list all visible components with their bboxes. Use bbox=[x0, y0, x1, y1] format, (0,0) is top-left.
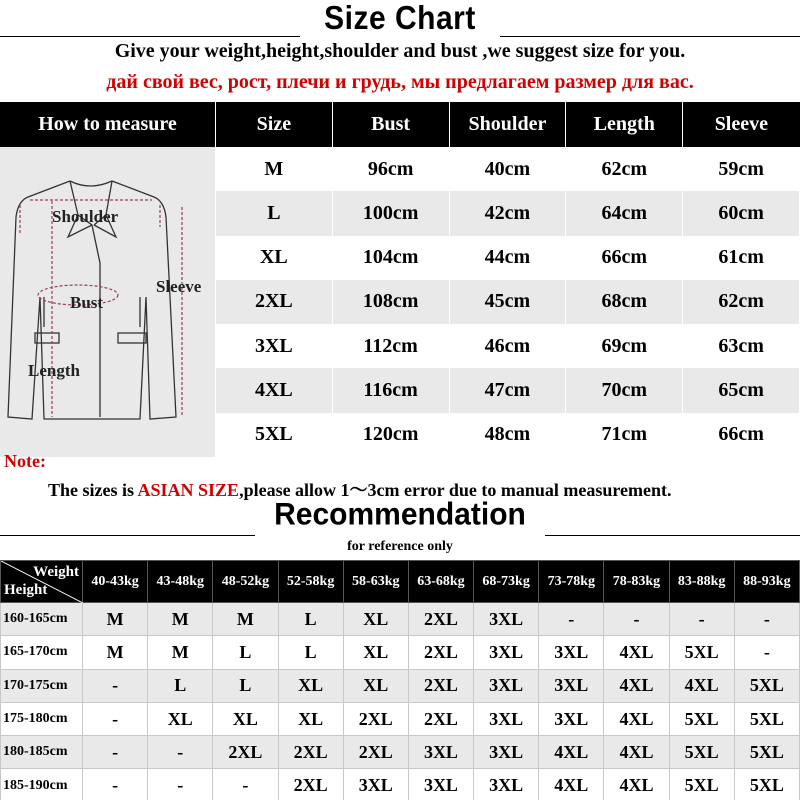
length-cell: 66cm bbox=[566, 236, 683, 280]
length-cell: 64cm bbox=[566, 191, 683, 235]
rec-size-cell: M bbox=[148, 636, 213, 669]
height-label: 160-165cm bbox=[1, 603, 83, 636]
rec-size-cell: 2XL bbox=[343, 736, 408, 769]
title-divider-right bbox=[500, 36, 800, 37]
shoulder-cell: 42cm bbox=[449, 191, 566, 235]
rec-size-cell: XL bbox=[343, 636, 408, 669]
weight-height-corner bbox=[1, 561, 83, 603]
sleeve-cell: 59cm bbox=[683, 147, 800, 191]
weight-header: 48-52kg bbox=[213, 561, 278, 603]
rec-size-cell: M bbox=[83, 603, 148, 636]
rec-size-cell: XL bbox=[278, 669, 343, 702]
corner-weight-label: Weight bbox=[33, 564, 79, 580]
diagram-bust-label: Bust bbox=[70, 293, 104, 312]
height-label: 175-180cm bbox=[1, 702, 83, 735]
rec-size-cell: L bbox=[213, 669, 278, 702]
diagram-sleeve-label: Sleeve bbox=[156, 277, 202, 296]
height-label: 165-170cm bbox=[1, 636, 83, 669]
rec-size-cell: XL bbox=[343, 603, 408, 636]
header-length: Length bbox=[566, 102, 683, 147]
rec-size-cell: 2XL bbox=[408, 702, 473, 735]
header-sleeve: Sleeve bbox=[683, 102, 800, 147]
height-label: 185-190cm bbox=[1, 769, 83, 800]
recommendation-table bbox=[0, 560, 800, 800]
weight-header: 68-73kg bbox=[474, 561, 539, 603]
rec-size-cell: 3XL bbox=[474, 603, 539, 636]
rec-size-cell: XL bbox=[148, 702, 213, 735]
sleeve-cell: 63cm bbox=[683, 324, 800, 368]
rec-size-cell: - bbox=[213, 769, 278, 800]
size-cell: 5XL bbox=[216, 413, 333, 457]
header-how-to-measure: How to measure bbox=[0, 102, 216, 147]
length-cell: 71cm bbox=[566, 413, 683, 457]
rec-size-cell: - bbox=[604, 603, 669, 636]
shoulder-cell: 40cm bbox=[449, 147, 566, 191]
rec-size-cell: 2XL bbox=[408, 669, 473, 702]
rec-size-cell: - bbox=[669, 603, 734, 636]
header-bust: Bust bbox=[332, 102, 449, 147]
reference-note: for reference only bbox=[347, 539, 453, 554]
rec-size-cell: 4XL bbox=[669, 669, 734, 702]
note-asian-size: ASIAN SIZE bbox=[137, 480, 240, 500]
rec-size-cell: 5XL bbox=[669, 702, 734, 735]
rec-size-cell: 4XL bbox=[604, 769, 669, 800]
rec-size-cell: - bbox=[83, 736, 148, 769]
diagram-shoulder-label: Shoulder bbox=[52, 207, 119, 226]
rec-size-cell: 5XL bbox=[669, 736, 734, 769]
rec-size-cell: M bbox=[83, 636, 148, 669]
sleeve-cell: 66cm bbox=[683, 413, 800, 457]
rec-size-cell: 5XL bbox=[734, 669, 799, 702]
subtitle-english: Give your weight,height,shoulder and bust ,we suggest size for you. bbox=[114, 40, 686, 62]
weight-header: 83-88kg bbox=[669, 561, 734, 603]
rec-size-cell: - bbox=[148, 769, 213, 800]
header-shoulder: Shoulder bbox=[449, 102, 566, 147]
rec-size-cell: - bbox=[83, 769, 148, 800]
rec-size-cell: M bbox=[213, 603, 278, 636]
rec-size-cell: XL bbox=[213, 702, 278, 735]
measure-diagram bbox=[0, 147, 216, 457]
rec-size-cell: 3XL bbox=[474, 669, 539, 702]
page-title: Size Chart bbox=[324, 0, 476, 37]
rec-size-cell: 3XL bbox=[408, 736, 473, 769]
size-cell: L bbox=[216, 191, 333, 235]
title-divider-left bbox=[0, 36, 300, 37]
rec-size-cell: 2XL bbox=[213, 736, 278, 769]
note-label: Note: bbox=[4, 451, 46, 471]
height-label: 180-185cm bbox=[1, 736, 83, 769]
size-cell: 4XL bbox=[216, 368, 333, 412]
weight-header: 73-78kg bbox=[539, 561, 604, 603]
bust-cell: 100cm bbox=[332, 191, 449, 235]
length-cell: 69cm bbox=[566, 324, 683, 368]
rec-size-cell: L bbox=[148, 669, 213, 702]
rec-size-cell: 2XL bbox=[278, 769, 343, 800]
diagram-length-label: Length bbox=[28, 361, 80, 380]
weight-header: 58-63kg bbox=[343, 561, 408, 603]
size-chart-table bbox=[0, 102, 800, 457]
rec-size-cell: 3XL bbox=[539, 702, 604, 735]
rec-size-cell: 3XL bbox=[474, 769, 539, 800]
bust-cell: 108cm bbox=[332, 280, 449, 324]
rec-size-cell: 2XL bbox=[278, 736, 343, 769]
rec-size-cell: - bbox=[539, 603, 604, 636]
sleeve-cell: 62cm bbox=[683, 280, 800, 324]
rec-size-cell: 5XL bbox=[669, 636, 734, 669]
size-cell: 3XL bbox=[216, 324, 333, 368]
weight-header: 40-43kg bbox=[83, 561, 148, 603]
subtitle-russian: дай свой вес, рост, плечи и грудь, мы предлагаем размер для вас. bbox=[106, 71, 694, 93]
rec-size-cell: 3XL bbox=[539, 669, 604, 702]
bust-cell: 112cm bbox=[332, 324, 449, 368]
rec-size-cell: 3XL bbox=[343, 769, 408, 800]
rec-row bbox=[1, 669, 800, 702]
sleeve-cell: 65cm bbox=[683, 368, 800, 412]
size-cell: XL bbox=[216, 236, 333, 280]
sleeve-cell: 61cm bbox=[683, 236, 800, 280]
jacket-icon bbox=[0, 147, 215, 451]
bust-cell: 96cm bbox=[332, 147, 449, 191]
length-cell: 70cm bbox=[566, 368, 683, 412]
size-cell: 2XL bbox=[216, 280, 333, 324]
rec-size-cell: 5XL bbox=[734, 736, 799, 769]
recommendation-title: Recommendation bbox=[274, 497, 526, 532]
rec-row bbox=[1, 636, 800, 669]
rec-row bbox=[1, 702, 800, 735]
shoulder-cell: 46cm bbox=[449, 324, 566, 368]
note-text-before: The sizes is bbox=[48, 480, 138, 500]
rec-size-cell: 2XL bbox=[408, 636, 473, 669]
rec-size-cell: 3XL bbox=[474, 702, 539, 735]
header-size: Size bbox=[216, 102, 333, 147]
length-cell: 68cm bbox=[566, 280, 683, 324]
rec-size-cell: L bbox=[213, 636, 278, 669]
rec-size-cell: 2XL bbox=[343, 702, 408, 735]
length-cell: 62cm bbox=[566, 147, 683, 191]
rec-size-cell: 3XL bbox=[474, 736, 539, 769]
weight-header: 78-83kg bbox=[604, 561, 669, 603]
shoulder-cell: 45cm bbox=[449, 280, 566, 324]
rec-size-cell: - bbox=[83, 669, 148, 702]
rec-size-cell: 4XL bbox=[604, 702, 669, 735]
shoulder-cell: 48cm bbox=[449, 413, 566, 457]
rec-size-cell: 2XL bbox=[408, 603, 473, 636]
weight-header: 43-48kg bbox=[148, 561, 213, 603]
corner-height-label: Height bbox=[4, 582, 48, 598]
sleeve-cell: 60cm bbox=[683, 191, 800, 235]
rec-size-cell: 4XL bbox=[604, 636, 669, 669]
shoulder-cell: 44cm bbox=[449, 236, 566, 280]
weight-header: 88-93kg bbox=[734, 561, 799, 603]
rec-row bbox=[1, 603, 800, 636]
rec-size-cell: XL bbox=[343, 669, 408, 702]
rec-size-cell: 5XL bbox=[669, 769, 734, 800]
size-cell: M bbox=[216, 147, 333, 191]
rec-size-cell: L bbox=[278, 636, 343, 669]
rec-size-cell: M bbox=[148, 603, 213, 636]
rec-row bbox=[1, 769, 800, 800]
rec-size-cell: 4XL bbox=[604, 736, 669, 769]
shoulder-cell: 47cm bbox=[449, 368, 566, 412]
bust-cell: 120cm bbox=[332, 413, 449, 457]
rec-size-cell: 4XL bbox=[539, 736, 604, 769]
rec-size-cell: 3XL bbox=[474, 636, 539, 669]
weight-header: 52-58kg bbox=[278, 561, 343, 603]
bust-cell: 116cm bbox=[332, 368, 449, 412]
rec-size-cell: - bbox=[83, 702, 148, 735]
weight-header: 63-68kg bbox=[408, 561, 473, 603]
rec-size-cell: L bbox=[278, 603, 343, 636]
rec-size-cell: 5XL bbox=[734, 702, 799, 735]
rec-table-header bbox=[1, 561, 800, 603]
note-text-after: ,please allow 1～3cm error due to manual measurement. bbox=[239, 480, 672, 500]
rec-row bbox=[1, 736, 800, 769]
rec-divider-left bbox=[0, 535, 255, 536]
bust-cell: 104cm bbox=[332, 236, 449, 280]
rec-size-cell: - bbox=[734, 603, 799, 636]
rec-size-cell: - bbox=[148, 736, 213, 769]
height-label: 170-175cm bbox=[1, 669, 83, 702]
rec-divider-right bbox=[545, 535, 800, 536]
rec-size-cell: 4XL bbox=[539, 769, 604, 800]
size-row bbox=[0, 147, 800, 191]
rec-size-cell: - bbox=[734, 636, 799, 669]
rec-size-cell: 4XL bbox=[604, 669, 669, 702]
size-table-header bbox=[0, 102, 800, 147]
rec-size-cell: 5XL bbox=[734, 769, 799, 800]
rec-size-cell: 3XL bbox=[539, 636, 604, 669]
rec-size-cell: 3XL bbox=[408, 769, 473, 800]
rec-size-cell: XL bbox=[278, 702, 343, 735]
